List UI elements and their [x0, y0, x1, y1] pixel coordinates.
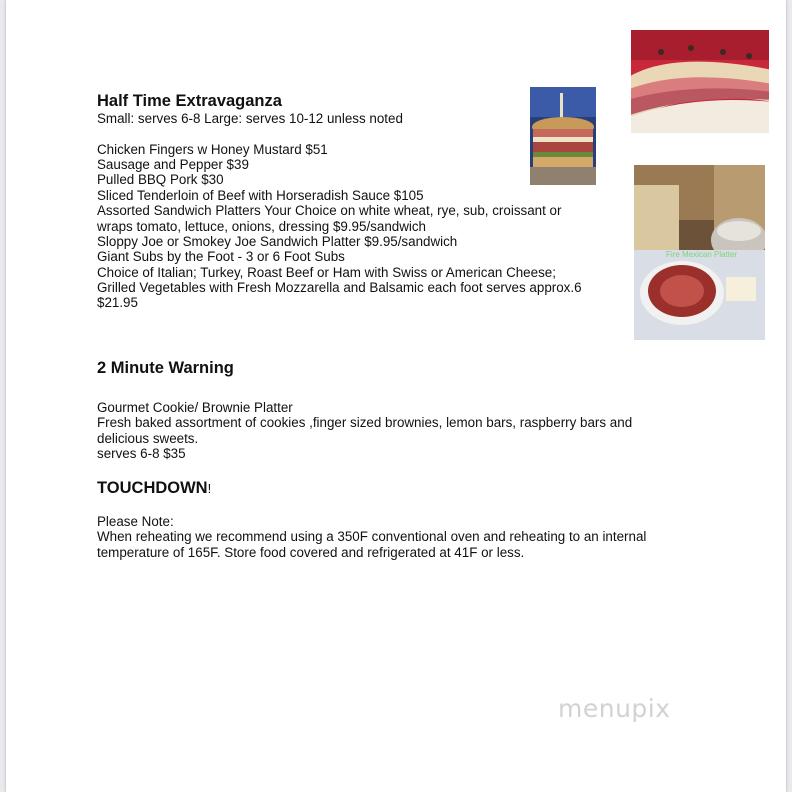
menu-item: delicious sweets. [97, 431, 199, 446]
section-subtitle-serving-sizes: Small: serves 6-8 Large: serves 10-12 unless noted [97, 111, 403, 126]
menu-item: Sloppy Joe or Smokey Joe Sandwich Platter $9.95/sandwich [97, 234, 458, 249]
menu-item: Sliced Tenderloin of Beef with Horseradish Sauce $105 [97, 188, 424, 203]
platter-photo [634, 165, 765, 340]
menu-item: Giant Subs by the Foot - 3 or 6 Foot Subs [97, 249, 345, 264]
sandwich-photo [530, 87, 596, 185]
note-line: temperature of 165F. Store food covered and refrigerated at 41F or less. [97, 545, 525, 560]
section-title-half-time: Half Time Extravaganza [97, 92, 282, 110]
menu-item: $21.95 [97, 295, 138, 310]
note-line: When reheating we recommend using a 350F conventional oven and reheating to an internal [97, 529, 647, 544]
menu-item: Fresh baked assortment of cookies ,finger sized brownies, lemon bars, raspberry bars and [97, 415, 633, 430]
section-title-touchdown [97, 479, 211, 498]
menu-item: Grilled Vegetables with Fresh Mozzarella and Balsamic each foot serves approx.6 [97, 280, 582, 295]
menu-item: Gourmet Cookie/ Brownie Platter [97, 400, 293, 415]
section-title-2-minute-warning: 2 Minute Warning [97, 359, 234, 377]
platter-caption: Fire Mexican Platter [666, 250, 738, 259]
giant-sub-photo [631, 30, 769, 133]
menu-page [6, 0, 786, 792]
menu-item: serves 6-8 $35 [97, 446, 186, 461]
touchdown-title: TOUCHDOWN [97, 479, 208, 497]
menu-item: Choice of Italian; Turkey, Roast Beef or Ham with Swiss or American Cheese; [97, 265, 556, 280]
menu-item: Pulled BBQ Pork $30 [97, 172, 224, 187]
menu-item: Chicken Fingers w Honey Mustard $51 [97, 142, 328, 157]
menupix-watermark: menupix [558, 694, 671, 723]
menu-item: wraps tomato, lettuce, onions, dressing $9.95/sandwich [97, 219, 426, 234]
note-label: Please Note: [97, 514, 174, 529]
menu-item: Sausage and Pepper $39 [97, 157, 249, 172]
menu-item: Assorted Sandwich Platters Your Choice on white wheat, rye, sub, croissant or [97, 203, 562, 218]
touchdown-exclamation: ! [207, 481, 212, 496]
